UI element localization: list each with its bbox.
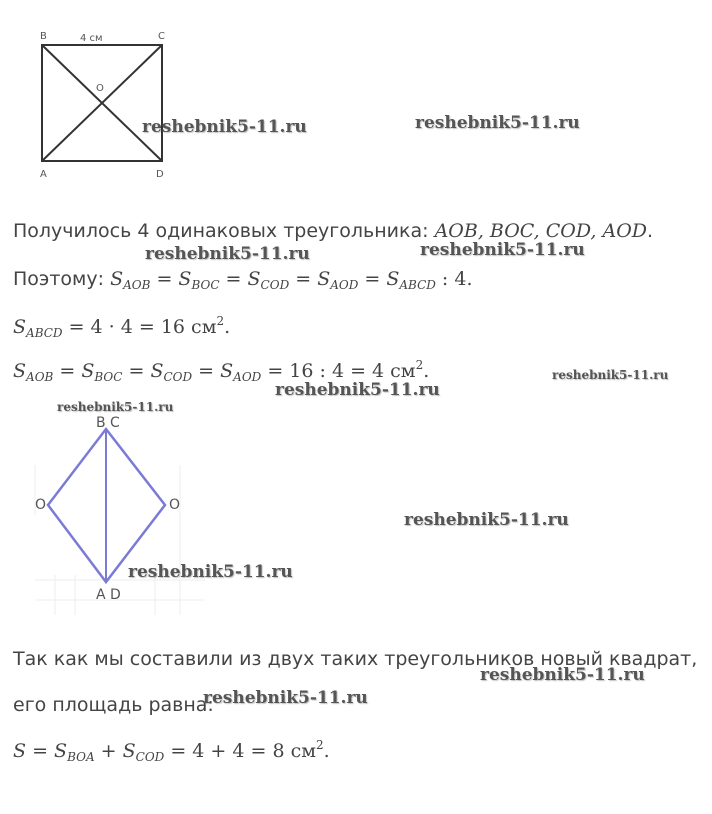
- label-side: 4 см: [80, 33, 103, 44]
- label-o-right: O: [169, 497, 181, 513]
- watermark: reshebnik5-11.ru: [552, 368, 669, 382]
- label-o-left: O: [35, 497, 47, 513]
- watermark: reshebnik5-11.ru: [57, 400, 174, 414]
- text-para-2: его площадь равна:: [13, 694, 214, 716]
- text-line-therefore: Поэтому: $S_{AOB} = S_{BOC} = S_{COD} = S_{AOD} = S_{ABCD}$ : 4.: [13, 268, 473, 292]
- text-line-final: $S = S_{BOA} + S_{COD} = 4 + 4 = 8$ $см^2$.: [13, 738, 330, 764]
- square-figure: [30, 25, 180, 185]
- label-o: O: [96, 83, 104, 94]
- watermark: reshebnik5-11.ru: [275, 380, 440, 400]
- text-line-area-triangles: $S_{AOB} = S_{BOC} = S_{COD} = S_{AOD} = 16$ : 4 = 4 $см^2$.: [13, 358, 430, 384]
- watermark: reshebnik5-11.ru: [404, 510, 569, 530]
- line1-end: .: [647, 220, 654, 242]
- watermark: reshebnik5-11.ru: [203, 688, 368, 708]
- watermark: reshebnik5-11.ru: [128, 562, 293, 582]
- text-line-triangles: [13, 220, 653, 242]
- label-b: B: [40, 31, 47, 42]
- label-ad: A D: [96, 587, 121, 603]
- label-c: C: [158, 31, 165, 42]
- text-line-area-abcd: $S_{ABCD} = 4 \cdot 4 = 16$ $см^2$.: [13, 314, 231, 340]
- watermark: reshebnik5-11.ru: [480, 665, 645, 685]
- rhombus-figure: [25, 405, 215, 620]
- watermark: reshebnik5-11.ru: [145, 244, 310, 264]
- text-para-1: Так как мы составили из двух таких треугольников новый квадрат,: [13, 648, 698, 670]
- line1-prefix: Получилось 4 одинаковых треугольника:: [13, 220, 435, 242]
- line2-prefix: Поэтому:: [13, 268, 111, 290]
- watermark: reshebnik5-11.ru: [142, 117, 307, 137]
- label-d: D: [156, 169, 164, 180]
- label-bc: B C: [96, 415, 120, 431]
- line1-math: AOB, BOC, COD, AOD: [434, 220, 648, 242]
- watermark: reshebnik5-11.ru: [415, 113, 580, 133]
- label-a: A: [40, 169, 47, 180]
- watermark: reshebnik5-11.ru: [420, 240, 585, 260]
